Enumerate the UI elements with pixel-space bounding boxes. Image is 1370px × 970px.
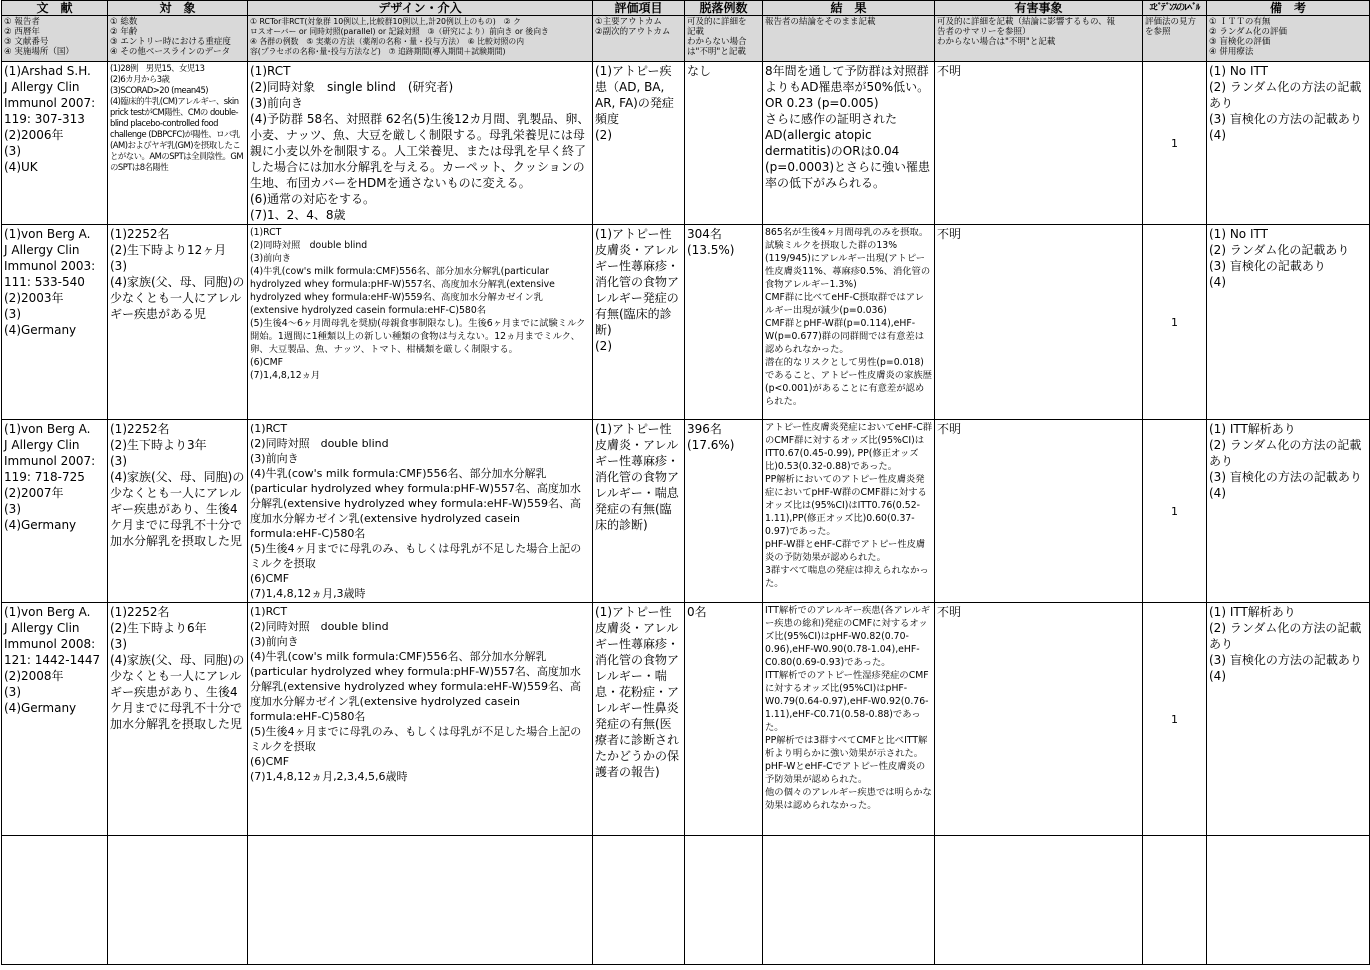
cell-line: (3): [110, 259, 127, 273]
cell-line: (1) No ITT: [1209, 227, 1268, 241]
cell-line: 潜在的なリスクとして男性(p=0.018)であること、アトピー性皮膚炎の家族歴(p<0.001)があることに有意差が認められた。: [765, 357, 932, 407]
header-row: [2, 1, 1370, 16]
cell-remarks: [1207, 420, 1370, 603]
note-line: 容(プラセボの名称･量･投与方法など) ⑦ 追跡期間(導入期間＋試験期間): [250, 47, 506, 56]
col-header-adverse: 有害事象: [935, 1, 1143, 16]
evidence-level: 1: [1171, 315, 1178, 329]
cell-line: (2) ランダム化の方法の記載あり: [1209, 80, 1362, 110]
note-line: ③ エントリー時における重症度: [110, 37, 231, 47]
cell-line: 119: 307-313: [4, 112, 85, 126]
note-line: わからない場合は"不明"と記載: [937, 37, 1056, 47]
cell-line: (4)Germany: [4, 323, 77, 337]
cell-line: (4)Germany: [4, 701, 77, 715]
cell-line: 3群すべて喘息の発症は抑えられなかった。: [765, 565, 929, 589]
note-line: ③ 文献番号: [4, 37, 49, 47]
note-line: ③ 盲検化の評価: [1209, 37, 1271, 47]
cell-line: (2)2003年: [4, 291, 64, 305]
cell-line: (4)牛乳(cow's milk formula:CMF)556名、部分加水分解乳(particular hydrolyzed whey formula:pHF-W)557名、高度加水分解乳(extensive hydrolyzed whey formula:eHF-W)559名、高度加水分解カゼイン乳(extensive hydrolyzed casein formula:eHF-C)580名: [250, 467, 581, 540]
cell-line: (2)生下時より6年: [110, 621, 207, 635]
cell-adverse: [935, 603, 1143, 836]
note-line: ② 西暦年: [4, 27, 40, 37]
cell-line: CMF群に比べてeHF-C摂取群ではアレルギー出現が減少(p=0.036): [765, 292, 924, 316]
cell-line: (1)RCT: [250, 227, 282, 238]
cell-line: (3) 盲検化の方法の記載あり: [1209, 112, 1362, 126]
cell-line: (4)予防群 58名、対照群 62名(5)生後12カ月間、乳製品、卵、小麦、ナッツ、魚、大豆を厳しく制限する。母乳栄養児には母親に小麦以外を制限する。人工栄養児、または母乳を早く終了した場合には加水分解乳を与える。カーペット、クッションの生地、布団カバーをHDMを通さないものに変える。: [250, 112, 590, 190]
cell-line: (2) ランダム化の方法の記載あり: [1209, 621, 1362, 651]
cell-reference: [2, 225, 108, 420]
note-line: ① RCTor非RCT(対象群 10例以上,比較群10例以上,計20例以上のもの) ② ク: [250, 17, 521, 26]
cell-line: 119: 718-725: [4, 470, 85, 484]
adverse-text: 不明: [937, 227, 962, 241]
cell-line: (2)生下時より12ヶ月: [110, 243, 227, 257]
cell-design: [248, 420, 593, 603]
empty-cell: [1207, 836, 1370, 965]
notes-reference: [2, 16, 108, 62]
notes-design: [248, 16, 593, 62]
empty-row: [2, 836, 1370, 965]
cell-line: (3): [4, 144, 21, 158]
col-header-evidence: ｴﾋﾞﾃﾞﾝｽのﾚﾍﾞﾙ: [1143, 1, 1207, 16]
cell-line: (4): [1209, 275, 1226, 289]
note-line: 可及的に詳細を記載（結論に影響するもの、報: [937, 17, 1116, 27]
adverse-text: 不明: [937, 605, 962, 619]
col-header-subjects: 対 象: [108, 1, 248, 16]
note-line: わからない場合: [687, 37, 747, 47]
cell-adverse: [935, 62, 1143, 225]
cell-line: Immunol 2003:: [4, 259, 96, 273]
cell-line: (2)同時対照 double blind: [250, 240, 368, 251]
cell-reference: [2, 603, 108, 836]
cell-results: [763, 603, 935, 836]
cell-line: アトピー性皮膚炎発症においてeHF-C群のCMF群に対するオッズ比(95%CI)はITT0.67(0.45-0.99), PP(修正オッズ比)0.53(0.32-0.88)であった。: [765, 422, 932, 472]
cell-line: (3)前向き: [250, 96, 303, 110]
cell-line: (1)2252名: [110, 605, 170, 619]
cell-remarks: [1207, 603, 1370, 836]
cell-line: (2): [595, 339, 612, 353]
cell-line: (4)家族(父、母、同胞)の少なくとも一人にアレルギー疾患がある児: [110, 275, 245, 321]
cell-line: Immunol 2007:: [4, 454, 96, 468]
cell-line: (4)UK: [4, 160, 38, 174]
cell-results: [763, 62, 935, 225]
cell-line: (5)生後4ヶ月までに母乳のみ、もしくは母乳が不足した場合上記のミルクを摂取: [250, 725, 582, 753]
cell-line: (3): [4, 502, 21, 516]
cell-line: (6)CMF: [250, 357, 284, 368]
col-header-outcome: 評価項目: [593, 1, 685, 16]
table-body: [2, 62, 1370, 965]
note-line: ① ＩＴＴの有無: [1209, 17, 1271, 27]
cell-line: (4): [1209, 486, 1226, 500]
cell-line: (1)von Berg A.: [4, 422, 91, 436]
cell-design: [248, 603, 593, 836]
evidence-level: 1: [1171, 712, 1178, 726]
cell-line: 他の個々のアレルギー疾患では明らかな効果は認められなかった。: [765, 787, 932, 811]
cell-line: (4)Germany: [4, 518, 77, 532]
table-row: [2, 603, 1370, 836]
note-line: ④ 併用療法: [1209, 47, 1254, 57]
cell-line: (2)同時対象 single blind (研究者): [250, 80, 454, 94]
cell-evidence: [1143, 420, 1207, 603]
cell-line: (4)臨床的牛乳(CM)アレルギー、skin prick testがCM陽性、CMの double-blind placebo-controlled food challenge (DBPCFC)が陽性、ロバ乳(AM)およびヤギ乳(GM)を摂取したことがない。AMのSPTは全員陰性。GMのSPTは8名陽性: [110, 96, 244, 172]
cell-evidence: [1143, 225, 1207, 420]
cell-line: (4)牛乳(cow's milk formula:CMF)556名、部分加水分解乳(particular hydrolyzed whey formula:pHF-W)557名、高度加水分解乳(extensive hydrolyzed whey formula:eHF-W)559名、高度加水分解カゼイン乳(extensive hydrolyzed casein formula:eHF-C)580名: [250, 266, 555, 316]
note-line: ② ランダム化の評価: [1209, 27, 1287, 37]
evidence-level: 1: [1171, 136, 1178, 150]
note-line: ④ 実施場所（国）: [4, 47, 74, 57]
empty-cell: [1143, 836, 1207, 965]
cell-line: PP解析においてのアトピー性皮膚炎発症においてpHF-W群のCMF群に対するオッズ比は(95%CI)はITT0.76(0.52-1.11),PP(修正オッズ比)0.60(0.37-0.97)であった。: [765, 474, 927, 537]
cell-line: 111: 533-540: [4, 275, 85, 289]
evidence-level: 1: [1171, 504, 1178, 518]
col-header-remarks: 備 考: [1207, 1, 1370, 16]
header-notes-row: [2, 16, 1370, 62]
cell-line: (1)2252名: [110, 227, 170, 241]
cell-line: (3): [110, 637, 127, 651]
cell-line: (2) ランダム化の方法の記載あり: [1209, 438, 1362, 468]
col-header-results: 結 果: [763, 1, 935, 16]
empty-cell: [248, 836, 593, 965]
col-header-design: デザイン・介入: [248, 1, 593, 16]
cell-line: J Allergy Clin: [4, 438, 80, 452]
note-line: ①主要アウトカム: [595, 17, 662, 27]
note-line: 可及的に詳細を: [687, 17, 747, 27]
cell-line: 304名: [687, 227, 722, 241]
cell-line: (17.6%): [687, 438, 735, 452]
cell-line: pHF-W群とeHF-C群でアトピー性皮膚炎の予防効果が認められた。: [765, 539, 926, 563]
cell-line: (3) 盲検化の方法の記載あり: [1209, 470, 1362, 484]
cell-subjects: [108, 420, 248, 603]
note-line: ②副次的アウトカム: [595, 27, 671, 37]
cell-line: ITT解析でのアトピー性湿疹発症のCMFに対するオッズ比(95%CI)はpHF-W0.79(0.64-0.97),eHF-W0.92(0.76-1.11),eHF-C0.71(0.58-0.88)であった。: [765, 670, 929, 733]
cell-line: 121: 1442-1447: [4, 653, 101, 667]
cell-reference: [2, 62, 108, 225]
note-line: ① 報告者: [4, 17, 40, 27]
cell-line: (4): [1209, 669, 1226, 683]
evidence-table: [1, 0, 1370, 965]
empty-cell: [763, 836, 935, 965]
notes-results: [763, 16, 935, 62]
note-line: 記載: [687, 27, 705, 37]
cell-line: (7)1、2、4、8歳: [250, 208, 346, 222]
cell-line: Immunol 2007:: [4, 96, 96, 110]
note-line: 報告者の結論をそのまま記載: [765, 17, 876, 27]
cell-line: (1) ITT解析あり: [1209, 422, 1296, 436]
cell-line: (1)アトピー疾患（AD, BA, AR, FA)の発症頻度: [595, 64, 674, 126]
cell-line: (3): [4, 685, 21, 699]
cell-line: (1)2252名: [110, 422, 170, 436]
cell-line: (2)2006年: [4, 128, 64, 142]
cell-line: (1)RCT: [250, 64, 291, 78]
cell-line: (7)1,4,8,12ヵ月,3歳時: [250, 587, 366, 600]
notes-outcome: [593, 16, 685, 62]
cell-line: (2)2008年: [4, 669, 64, 683]
cell-line: 396名: [687, 422, 722, 436]
cell-line: 0名: [687, 605, 707, 619]
cell-results: [763, 225, 935, 420]
table-row: [2, 420, 1370, 603]
cell-line: (1)RCT: [250, 605, 288, 618]
notes-dropout: [685, 16, 763, 62]
cell-adverse: [935, 420, 1143, 603]
note-line: 評価法の見方: [1145, 17, 1197, 27]
note-line: ② 年齢: [110, 27, 138, 37]
empty-cell: [593, 836, 685, 965]
cell-subjects: [108, 225, 248, 420]
cell-line: (7)1,4,8,12ヵ月,2,3,4,5,6歳時: [250, 770, 408, 783]
cell-line: (5)生後4ヶ月までに母乳のみ、もしくは母乳が不足した場合上記のミルクを摂取: [250, 542, 582, 570]
cell-evidence: [1143, 603, 1207, 836]
cell-line: CMF群とpHF-W群(p=0.114),eHF-W(p=0.677)群の同群間では有意差は認められなかった。: [765, 318, 925, 355]
note-line: を参照: [1145, 27, 1171, 37]
cell-line: (3)前向き: [250, 635, 299, 648]
cell-evidence: [1143, 62, 1207, 225]
adverse-text: 不明: [937, 64, 962, 78]
cell-line: (13.5%): [687, 243, 735, 257]
cell-line: (1)アトピー性皮膚炎・アレルギー性蕁麻疹・消化管の食物アレルギー・喘息・花粉症・アレルギー性鼻炎発症の有無(医療者に診断されたかどうかの保護者の報告): [595, 605, 680, 779]
cell-line: (1)Arshad S.H.: [4, 64, 91, 78]
cell-line: (1) No ITT: [1209, 64, 1268, 78]
note-line: ④ 各群の例数 ⑤ 実薬の方法（薬剤の名称・量・投与方法） ⑥ 比較対照の内: [250, 37, 525, 46]
table-row: [2, 62, 1370, 225]
cell-line: (2): [595, 128, 612, 142]
cell-line: J Allergy Clin: [4, 80, 80, 94]
cell-line: (3)前向き: [250, 253, 292, 264]
cell-line: (1)von Berg A.: [4, 605, 91, 619]
notes-evidence: [1143, 16, 1207, 62]
cell-line: (1) ITT解析あり: [1209, 605, 1296, 619]
cell-outcome: [593, 62, 685, 225]
cell-adverse: [935, 225, 1143, 420]
cell-line: (7)1,4,8,12ヵ月: [250, 370, 321, 381]
cell-line: (3): [4, 307, 21, 321]
cell-line: (2)生下時より3年: [110, 438, 207, 452]
cell-line: (2)2007年: [4, 486, 64, 500]
cell-line: (4)家族(父、母、同胞)の少なくとも一人にアレルギー疾患があり、生後4ケ月までに母乳不十分で加水分解乳を摂取した児: [110, 470, 245, 548]
cell-line: (1)アトピー性皮膚炎・アレルギー性蕁麻疹・消化管の食物アレルギー発症の有無(臨床的診断): [595, 227, 680, 337]
cell-subjects: [108, 603, 248, 836]
cell-line: ITT解析でのアレルギー疾患(各アレルギー疾患の総和)発症のCMFに対するオッズ比(95%CI)はpHF-W0.82(0.70-0.96),eHF-W0.90(0.78-1.04),eHF-C0.80(0.69-0.93)であった。: [765, 605, 931, 668]
note-line: 告者のサマリーを参照）: [937, 27, 1031, 37]
cell-line: (2) ランダム化の記載あり: [1209, 243, 1350, 257]
cell-line: なし: [687, 64, 712, 78]
cell-line: 865名が生後4ヶ月間母乳のみを摂取。: [765, 227, 929, 238]
notes-adverse: [935, 16, 1143, 62]
note-line: は"不明"と記載: [687, 47, 746, 57]
notes-remarks: [1207, 16, 1370, 62]
cell-line: (1)von Berg A.: [4, 227, 91, 241]
cell-line: (3)前向き: [250, 452, 299, 465]
cell-dropout: [685, 603, 763, 836]
cell-line: (2)6カ月から3歳: [110, 74, 170, 84]
adverse-text: 不明: [937, 422, 962, 436]
cell-line: 8年間を通して予防群は対照群よりもAD罹患率が50%低い。OR 0.23 (p=0.005): [765, 64, 930, 110]
note-line: ロスオーバー or 同時対照(parallel) or 記録対照 ③（研究により）前向き or 後向き: [250, 27, 549, 36]
cell-dropout: [685, 62, 763, 225]
cell-line: Immunol 2008:: [4, 637, 96, 651]
cell-line: (5)生後4～6ヶ月間母乳を奨励(母親食事制限なし)。生後6ヶ月までに試験ミルク開始。1週間に1種類以上の新しい種類の食物は与えない。12ヵ月までミルク、卵、大豆製品、魚、ナッツ、トマト、柑橘類を厳しく制限する。: [250, 318, 586, 355]
cell-line: さらに感作の証明された AD(allergic atopic dermatitis)のORは0.04 (p=0.0003)とさらに強い罹患率の低下がみられる。: [765, 112, 931, 190]
empty-cell: [685, 836, 763, 965]
cell-line: (6)CMF: [250, 755, 290, 768]
cell-line: (3)SCORAD>20 (mean45): [110, 85, 209, 95]
cell-line: (2)同時対照 double blind: [250, 437, 389, 450]
cell-outcome: [593, 420, 685, 603]
cell-line: (3): [110, 454, 127, 468]
empty-cell: [2, 836, 108, 965]
cell-design: [248, 62, 593, 225]
empty-cell: [935, 836, 1143, 965]
cell-line: (3) 盲検化の方法の記載あり: [1209, 653, 1362, 667]
cell-line: pHF-WとeHF-Cでアトピー性皮膚炎の予防効果が認められた。: [765, 761, 926, 785]
table-row: [2, 225, 1370, 420]
cell-line: (1)28例 男児15、女児13: [110, 63, 205, 73]
empty-cell: [108, 836, 248, 965]
cell-line: (4)牛乳(cow's milk formula:CMF)556名、部分加水分解乳(particular hydrolyzed whey formula:pHF-W)557名、高度加水分解乳(extensive hydrolyzed whey formula:eHF-W)559名、高度加水分解カゼイン乳(extensive hydrolyzed casein formula:eHF-C)580名: [250, 650, 581, 723]
cell-line: (4)家族(父、母、同胞)の少なくとも一人にアレルギー疾患があり、生後4ケ月までに母乳不十分で加水分解乳を摂取した児: [110, 653, 245, 731]
note-line: ④ その他ベースラインのデータ: [110, 47, 231, 57]
cell-outcome: [593, 603, 685, 836]
cell-results: [763, 420, 935, 603]
cell-line: (2)同時対照 double blind: [250, 620, 389, 633]
cell-line: (6)CMF: [250, 572, 290, 585]
col-header-reference: 文 献: [2, 1, 108, 16]
cell-remarks: [1207, 62, 1370, 225]
cell-reference: [2, 420, 108, 603]
cell-line: J Allergy Clin: [4, 243, 80, 257]
cell-line: (4): [1209, 128, 1226, 142]
cell-line: (1)アトピー性皮膚炎・アレルギー性蕁麻疹・消化管の食物アレルギー・喘息発症の有無(臨床的診断): [595, 422, 680, 532]
cell-line: (1)RCT: [250, 422, 288, 435]
cell-line: J Allergy Clin: [4, 621, 80, 635]
cell-line: (6)通常の対応をする。: [250, 192, 375, 206]
cell-dropout: [685, 420, 763, 603]
cell-dropout: [685, 225, 763, 420]
cell-design: [248, 225, 593, 420]
cell-subjects: [108, 62, 248, 225]
cell-line: PP解析では3群すべてCMFと比べITT解析より明らかに強い効果が示された。: [765, 735, 928, 759]
cell-outcome: [593, 225, 685, 420]
note-line: ① 総数: [110, 17, 138, 27]
cell-remarks: [1207, 225, 1370, 420]
notes-subjects: [108, 16, 248, 62]
cell-line: 試験ミルクを摂取した群の13%(119/945)にアレルギー出現(アトピー性皮膚炎11%、蕁麻疹0.5%、消化管の食物アレルギー1.3%): [765, 240, 931, 290]
col-header-dropout: 脱落例数: [685, 1, 763, 16]
cell-line: (3) 盲検化の記載あり: [1209, 259, 1326, 273]
